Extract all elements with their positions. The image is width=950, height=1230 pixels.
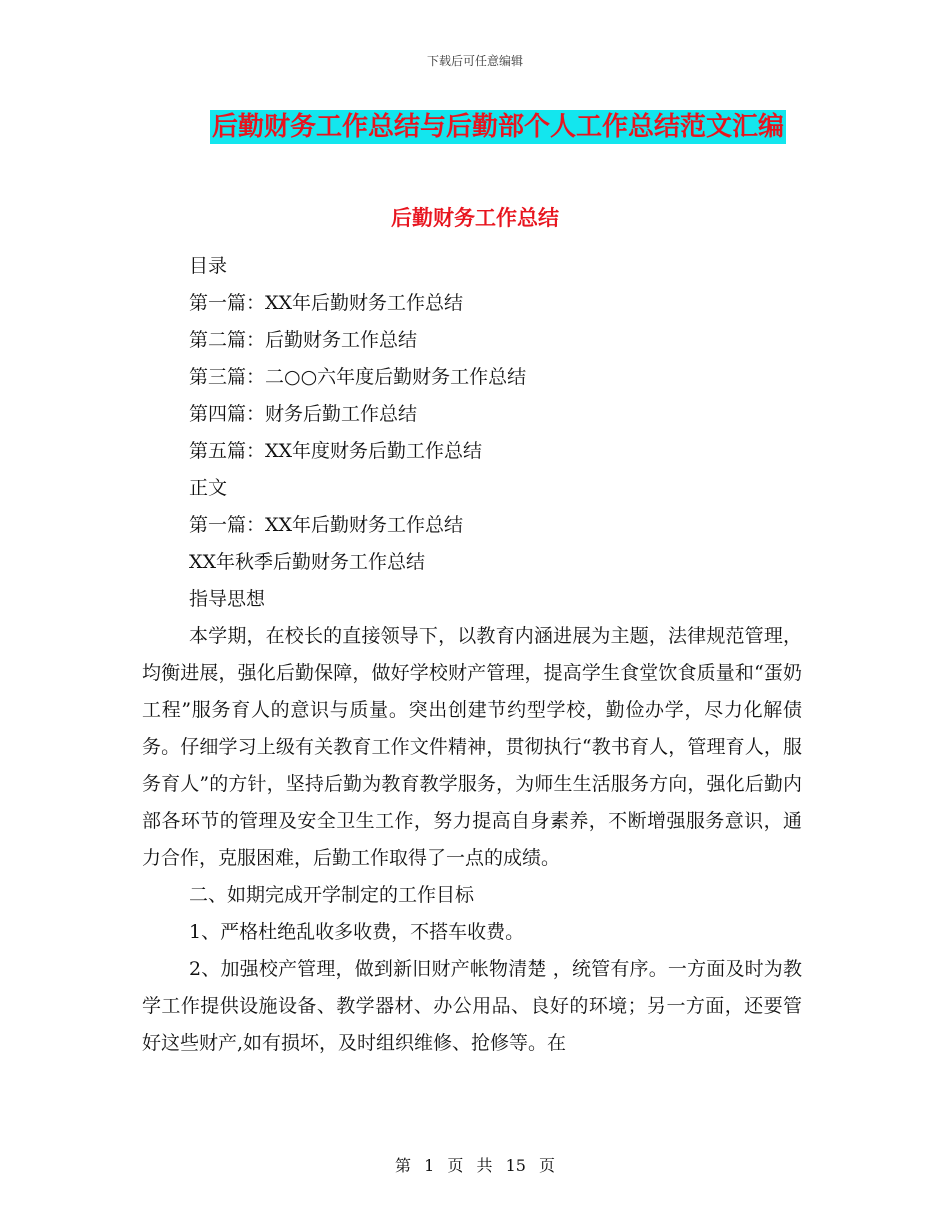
toc-label: 目录 [189,255,228,277]
sub-heading: XX年秋季后勤财务工作总结 [189,551,426,573]
list-item: 1、严格杜绝乱收多收费，不搭车收费。 [189,921,525,943]
header-note: 下载后可任意编辑 [426,54,523,68]
page-unit: 页 [447,1156,464,1175]
guiding-heading: 指导思想 [189,588,266,610]
toc-item: 第二篇：后勤财务工作总结 [189,329,418,351]
total-pages: 15 [505,1156,526,1175]
total-word: 共 [476,1156,493,1175]
section-heading: 二、如期完成开学制定的工作目标 [189,884,475,906]
body-label: 正文 [189,477,228,499]
toc-item: 第一篇：XX年后勤财务工作总结 [189,292,464,314]
paragraph: 本学期，在校长的直接领导下，以教育内涵进展为主题，法律规范管理，均衡进展，强化后勤保障，做好学校财产管理，提高学生食堂饮食质量和“蛋奶工程”服务育人的意识与质量。突出创建节约型学校，勤俭办学，尽力化解债务。仔细学习上级有关教育工作文件精神，贯彻执行“教书育人，管理育人，服务育人”的方针，坚持后勤为教育教学服务，为师生生活服务方向，强化后勤内部各环节的管理及安全卫生工作，努力提高自身素养，不断增强服务意识，通力合作，克服困难，后勤工作取得了一点的成绩。 [142,625,802,869]
page-word: 第 [394,1156,411,1175]
toc-item: 第五篇：XX年度财务后勤工作总结 [189,440,483,462]
total-unit: 页 [539,1156,556,1175]
document-body [142,248,802,1062]
toc-item: 第三篇：二○○六年度后勤财务工作总结 [189,366,527,388]
paragraph: 2、加强校产管理，做到新旧财产帐物清楚 ，统管有序。一方面及时为教学工作提供设施设备、教学器材、办公用品、良好的环境；另一方面，还要管好这些财产,如有损坏，及时组织维修、抢修等。在 [142,958,802,1054]
section-title: 后勤财务工作总结 [391,206,559,230]
document-title: 后勤财务工作总结与后勤部个人工作总结范文汇编 [211,112,784,142]
document-title-wrapper [0,110,950,144]
part-heading: 第一篇：XX年后勤财务工作总结 [189,514,464,536]
page-footer [0,1153,950,1176]
toc-item: 第四篇：财务后勤工作总结 [189,403,418,425]
page-number: 1 [424,1156,435,1175]
